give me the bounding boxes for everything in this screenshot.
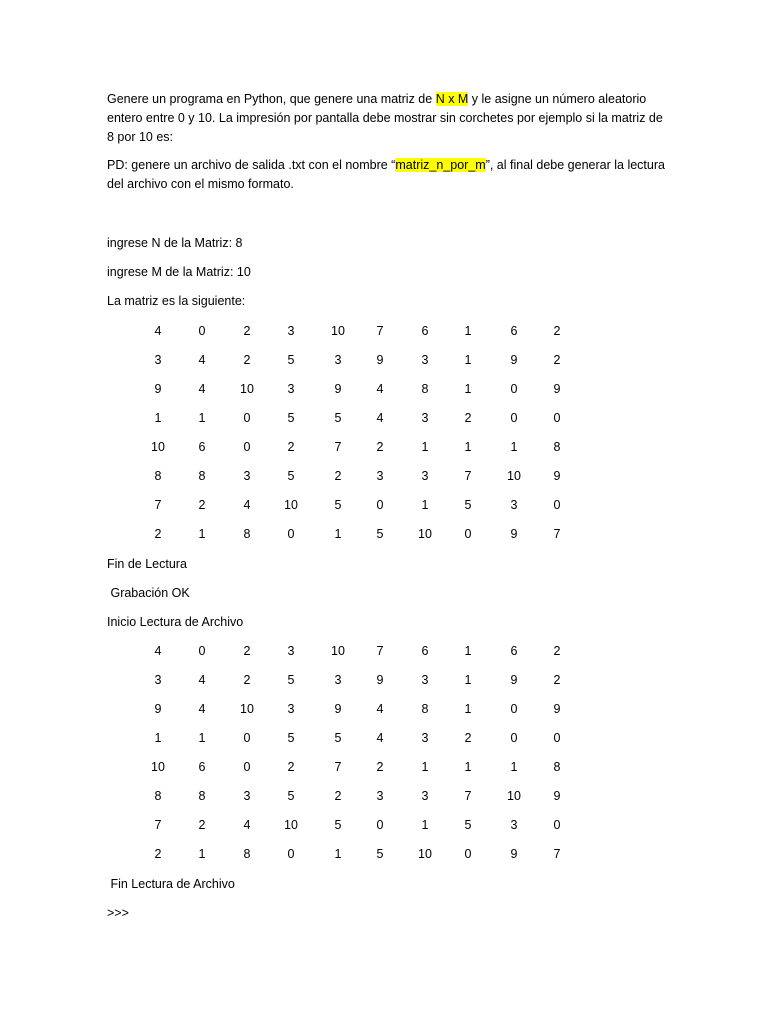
file-matrix-cell: 0: [287, 847, 295, 861]
matrix-cell: 2: [334, 469, 342, 483]
file-matrix-cell: 9: [334, 702, 342, 716]
file-matrix-cell: 6: [198, 760, 206, 774]
matrix-cell: 5: [287, 469, 295, 483]
file-matrix-cell: 10: [240, 702, 254, 716]
matrix-cell: 5: [287, 411, 295, 425]
matrix-cell: 0: [376, 498, 384, 512]
matrix-cell: 4: [376, 382, 384, 396]
file-matrix-cell: 3: [243, 789, 251, 803]
file-matrix-cell: 3: [421, 731, 429, 745]
matrix-cell: 1: [421, 440, 429, 454]
matrix-cell: 3: [421, 411, 429, 425]
file-matrix-cell: 3: [376, 789, 384, 803]
file-matrix-cell: 1: [198, 847, 206, 861]
file-matrix-cell: 6: [510, 644, 518, 658]
start-file-reading-line: Inicio Lectura de Archivo: [107, 615, 244, 629]
file-matrix-cell: 5: [334, 731, 342, 745]
matrix-row: [0, 351, 768, 370]
file-matrix-cell: 1: [464, 644, 472, 658]
file-matrix-cell: 2: [198, 818, 206, 832]
file-matrix-cell: 9: [376, 673, 384, 687]
matrix-cell: 8: [198, 469, 206, 483]
file-matrix-cell: 0: [198, 644, 206, 658]
matrix-cell: 3: [334, 353, 342, 367]
matrix-cell: 10: [151, 440, 165, 454]
file-matrix-cell: 0: [464, 847, 472, 861]
pd-text-end: ”, al final debe generar la lectura del archivo con el mismo formato.: [107, 158, 665, 191]
file-matrix-cell: 5: [376, 847, 384, 861]
file-matrix-cell: 2: [243, 644, 251, 658]
file-matrix-cell: 4: [154, 644, 162, 658]
matrix-cell: 2: [553, 324, 561, 338]
matrix-cell: 2: [287, 440, 295, 454]
file-matrix-cell: 9: [553, 702, 561, 716]
matrix-cell: 10: [240, 382, 254, 396]
matrix-cell: 4: [154, 324, 162, 338]
file-matrix-cell: 7: [334, 760, 342, 774]
file-matrix-cell: 10: [418, 847, 432, 861]
file-matrix-cell: 3: [510, 818, 518, 832]
file-matrix-cell: 3: [287, 644, 295, 658]
matrix-cell: 7: [464, 469, 472, 483]
matrix-cell: 10: [331, 324, 345, 338]
file-matrix-cell: 8: [553, 760, 561, 774]
matrix-cell: 9: [376, 353, 384, 367]
file-matrix-cell: 2: [243, 673, 251, 687]
file-matrix-cell: 2: [334, 789, 342, 803]
matrix-cell: 1: [464, 324, 472, 338]
matrix-cell: 1: [198, 527, 206, 541]
file-matrix-cell: 3: [334, 673, 342, 687]
matrix-row: [0, 409, 768, 428]
file-matrix-cell: 1: [510, 760, 518, 774]
file-matrix-cell: 8: [243, 847, 251, 861]
matrix-cell: 6: [421, 324, 429, 338]
file-matrix-cell: 1: [154, 731, 162, 745]
matrix-cell: 1: [510, 440, 518, 454]
file-matrix-cell: 0: [553, 731, 561, 745]
file-matrix-cell: 2: [553, 673, 561, 687]
matrix-cell: 3: [421, 469, 429, 483]
file-matrix-cell: 1: [421, 818, 429, 832]
matrix-cell: 0: [510, 411, 518, 425]
file-matrix-cell: 2: [553, 644, 561, 658]
file-matrix-cell: 4: [376, 702, 384, 716]
matrix-cell: 5: [334, 498, 342, 512]
matrix-cell: 7: [553, 527, 561, 541]
matrix-cell: 7: [154, 498, 162, 512]
matrix-cell: 0: [287, 527, 295, 541]
matrix-heading: La matriz es la siguiente:: [107, 294, 246, 308]
file-matrix-cell: 2: [287, 760, 295, 774]
file-matrix-cell: 10: [331, 644, 345, 658]
file-matrix-cell: 9: [510, 847, 518, 861]
matrix-cell: 7: [334, 440, 342, 454]
matrix-cell: 1: [464, 440, 472, 454]
file-matrix-cell: 7: [154, 818, 162, 832]
matrix-cell: 3: [287, 382, 295, 396]
matrix-cell: 5: [287, 353, 295, 367]
input-n-line: ingrese N de la Matriz: 8: [107, 236, 243, 250]
end-file-reading-line: Fin Lectura de Archivo: [107, 877, 235, 891]
file-matrix-cell: 8: [154, 789, 162, 803]
input-m-line: ingrese M de la Matriz: 10: [107, 265, 251, 279]
file-matrix-cell: 9: [553, 789, 561, 803]
matrix-row: [0, 380, 768, 399]
pd-text-start: PD: genere un archivo de salida .txt con el nombre “: [107, 158, 396, 172]
saved-ok-line: Grabación OK: [107, 586, 190, 600]
file-matrix-cell: 1: [198, 731, 206, 745]
file-matrix-cell: 0: [243, 731, 251, 745]
matrix-cell: 10: [284, 498, 298, 512]
matrix-cell: 3: [376, 469, 384, 483]
matrix-cell: 3: [510, 498, 518, 512]
matrix-cell: 0: [243, 411, 251, 425]
highlight-filename: matriz_n_por_m: [395, 158, 486, 172]
matrix-cell: 1: [464, 382, 472, 396]
matrix-cell: 8: [553, 440, 561, 454]
file-matrix-cell: 0: [243, 760, 251, 774]
matrix-cell: 0: [198, 324, 206, 338]
file-matrix-cell: 3: [154, 673, 162, 687]
file-matrix-cell: 1: [464, 673, 472, 687]
file-matrix-row: [0, 700, 768, 719]
matrix-cell: 7: [376, 324, 384, 338]
file-matrix-row: [0, 845, 768, 864]
matrix-cell: 3: [287, 324, 295, 338]
file-matrix-cell: 9: [154, 702, 162, 716]
intro-text-start: Genere un programa en Python, que genere una matriz de: [107, 92, 436, 106]
file-matrix-cell: 1: [334, 847, 342, 861]
matrix-cell: 5: [334, 411, 342, 425]
highlight-n-x-m: N x M: [435, 92, 469, 106]
matrix-cell: 0: [243, 440, 251, 454]
matrix-cell: 6: [198, 440, 206, 454]
matrix-cell: 8: [421, 382, 429, 396]
file-matrix-row: [0, 758, 768, 777]
file-matrix-cell: 7: [553, 847, 561, 861]
file-matrix-cell: 9: [510, 673, 518, 687]
file-matrix-cell: 7: [376, 644, 384, 658]
file-matrix-row: [0, 816, 768, 835]
matrix-cell: 5: [464, 498, 472, 512]
python-prompt: >>>: [107, 906, 129, 920]
matrix-cell: 6: [510, 324, 518, 338]
matrix-cell: 0: [510, 382, 518, 396]
file-matrix-row: [0, 642, 768, 661]
matrix-cell: 1: [421, 498, 429, 512]
matrix-cell: 3: [243, 469, 251, 483]
file-matrix-row: [0, 729, 768, 748]
matrix-cell: 9: [154, 382, 162, 396]
matrix-cell: 2: [198, 498, 206, 512]
matrix-cell: 5: [376, 527, 384, 541]
file-matrix-cell: 3: [421, 673, 429, 687]
end-reading-line: Fin de Lectura: [107, 557, 187, 571]
file-matrix-cell: 1: [464, 702, 472, 716]
file-matrix-cell: 4: [243, 818, 251, 832]
matrix-cell: 8: [243, 527, 251, 541]
matrix-cell: 0: [553, 498, 561, 512]
file-matrix-cell: 4: [198, 702, 206, 716]
file-matrix-cell: 2: [376, 760, 384, 774]
matrix-cell: 4: [243, 498, 251, 512]
file-matrix-cell: 6: [421, 644, 429, 658]
matrix-cell: 3: [154, 353, 162, 367]
intro-text-end: y le asigne un número aleatorio entero entre 0 y 10. La impresión por pantalla debe mostrar sin corchetes por ejemplo si la matriz de 8 por 10 es:: [107, 92, 663, 144]
matrix-row: [0, 322, 768, 341]
pd-paragraph: [107, 156, 667, 194]
matrix-cell: 4: [376, 411, 384, 425]
matrix-cell: 10: [418, 527, 432, 541]
file-matrix-cell: 0: [510, 731, 518, 745]
file-matrix-cell: 0: [553, 818, 561, 832]
file-matrix-cell: 3: [421, 789, 429, 803]
file-matrix-cell: 5: [287, 731, 295, 745]
matrix-cell: 9: [553, 469, 561, 483]
matrix-cell: 1: [198, 411, 206, 425]
matrix-row: [0, 525, 768, 544]
file-matrix-cell: 5: [287, 789, 295, 803]
file-matrix-cell: 8: [198, 789, 206, 803]
matrix-cell: 2: [376, 440, 384, 454]
matrix-cell: 2: [243, 324, 251, 338]
intro-paragraph: [107, 90, 667, 147]
file-matrix-cell: 5: [334, 818, 342, 832]
matrix-cell: 0: [553, 411, 561, 425]
matrix-row: [0, 467, 768, 486]
matrix-row: [0, 496, 768, 515]
document-body: [107, 90, 667, 194]
file-matrix-cell: 10: [151, 760, 165, 774]
file-matrix-cell: 0: [510, 702, 518, 716]
file-matrix-cell: 10: [507, 789, 521, 803]
file-matrix-cell: 4: [376, 731, 384, 745]
file-matrix-cell: 1: [464, 760, 472, 774]
matrix-row: [0, 438, 768, 457]
file-matrix-cell: 8: [421, 702, 429, 716]
file-matrix-row: [0, 671, 768, 690]
file-matrix-cell: 1: [421, 760, 429, 774]
file-matrix-cell: 2: [154, 847, 162, 861]
matrix-cell: 4: [198, 382, 206, 396]
file-matrix-cell: 5: [287, 673, 295, 687]
matrix-cell: 4: [198, 353, 206, 367]
matrix-cell: 2: [553, 353, 561, 367]
file-matrix-cell: 10: [284, 818, 298, 832]
file-matrix-cell: 3: [287, 702, 295, 716]
matrix-cell: 1: [334, 527, 342, 541]
file-matrix-cell: 7: [464, 789, 472, 803]
matrix-cell: 3: [421, 353, 429, 367]
matrix-cell: 10: [507, 469, 521, 483]
matrix-cell: 9: [510, 353, 518, 367]
matrix-cell: 8: [154, 469, 162, 483]
file-matrix-cell: 2: [464, 731, 472, 745]
matrix-cell: 2: [243, 353, 251, 367]
matrix-cell: 0: [464, 527, 472, 541]
file-matrix-row: [0, 787, 768, 806]
matrix-cell: 1: [154, 411, 162, 425]
matrix-cell: 2: [464, 411, 472, 425]
file-matrix-cell: 5: [464, 818, 472, 832]
matrix-cell: 1: [464, 353, 472, 367]
matrix-cell: 9: [334, 382, 342, 396]
matrix-cell: 2: [154, 527, 162, 541]
matrix-cell: 9: [510, 527, 518, 541]
file-matrix-cell: 0: [376, 818, 384, 832]
matrix-cell: 9: [553, 382, 561, 396]
file-matrix-cell: 4: [198, 673, 206, 687]
